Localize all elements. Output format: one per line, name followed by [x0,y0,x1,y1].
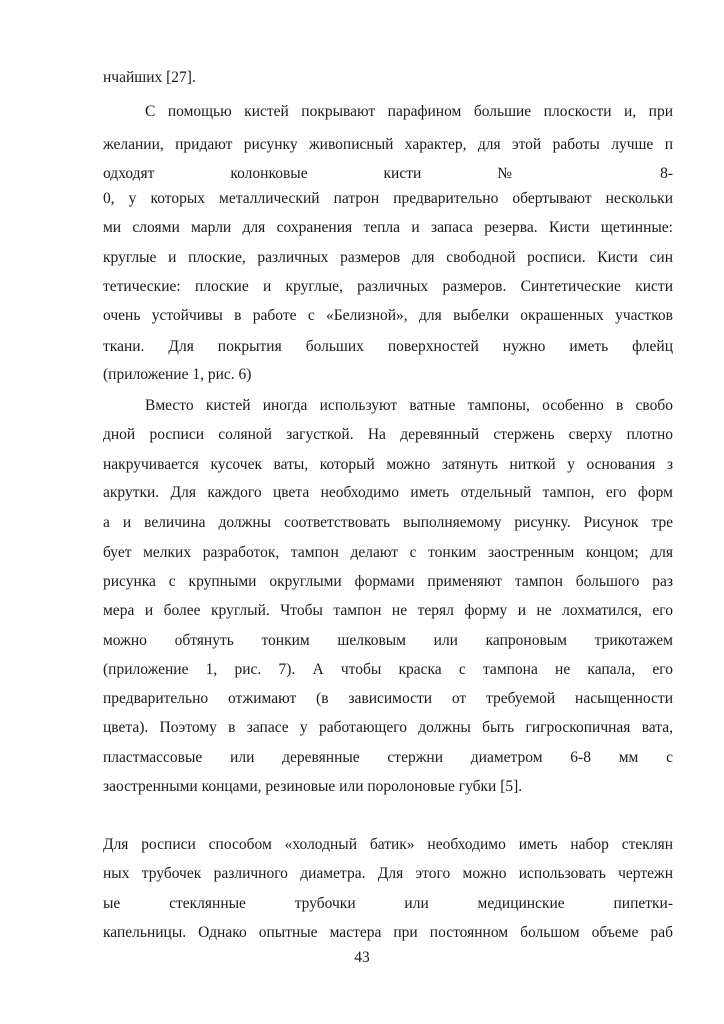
text-line: заостренными концами, резиновые или поролоновые губки [5]. [103,778,523,795]
text-line: С помощью кистей покрывают парафином большие плоскости и, при [145,103,673,120]
text-line: очень устойчивы в работе с «Белизной», для выбелки окрашенных участков [103,307,673,324]
text-line: капельницы. Однако опытные мастера при постоянном большом объеме раб [103,924,673,941]
text-line: предварительно отжимают (в зависимости от требуемой насыщенности [103,690,673,707]
text-line: акрутки. Для каждого цвета необходимо иметь отдельный тампон, его форм [103,484,673,501]
text-line: 0, у которых металлический патрон предварительно обертывают нескольки [103,190,673,207]
text-line: ые стеклянные трубочки или медицинские пипетки- [103,895,673,912]
text-line: пластмассовые или деревянные стержни диаметром 6-8 мм с [103,749,673,766]
text-line: нчайших [27]. [103,69,196,86]
text-line: ткани. Для покрытия больших поверхностей нужно иметь флейц [103,338,673,355]
text-line: можно обтянуть тонким шелковым или капроновым трикотажем [103,632,673,649]
text-line: одходят колонковые кисти № 8- [103,165,673,182]
text-line: тетические: плоские и круглые, различных размеров. Синтетические кисти [103,278,673,295]
text-line: желании, придают рисунку живописный характер, для этой работы лучше п [103,136,673,153]
text-line: (приложение 1, рис. 7). А чтобы краска с тампона не капала, его [103,661,673,678]
text-line: накручивается кусочек ваты, который можно затянуть ниткой у основания з [103,456,673,473]
page-number: 43 [354,949,370,966]
text-line: мера и более круглый. Чтобы тампон не терял форму и не лохматился, его [103,602,673,619]
text-line: ми слоями марли для сохранения тепла и запаса резерва. Кисти щетинные: [103,219,673,236]
text-line: (приложение 1, рис. 6) [103,366,252,383]
text-line: круглые и плоские, различных размеров для свободной росписи. Кисти син [103,249,673,266]
text-line: Вместо кистей иногда используют ватные тампоны, особенно в свобо [145,397,673,414]
text-line: Для росписи способом «холодный батик» необходимо иметь набор стеклян [103,836,673,853]
text-line: дной росписи соляной загусткой. На деревянный стержень сверху плотно [103,426,673,443]
text-line: рисунка с крупными округлыми формами применяют тампон большого раз [103,573,673,590]
text-line: а и величина должны соответствовать выполняемому рисунку. Рисунок тре [103,514,673,531]
text-line: цвета). Поэтому в запасе у работающего должны быть гигроскопичная вата, [103,719,673,736]
text-line: бует мелких разработок, тампон делают с тонким заостренным концом; для [103,544,673,561]
text-line: ных трубочек различного диаметра. Для этого можно использовать чертежн [103,865,673,882]
